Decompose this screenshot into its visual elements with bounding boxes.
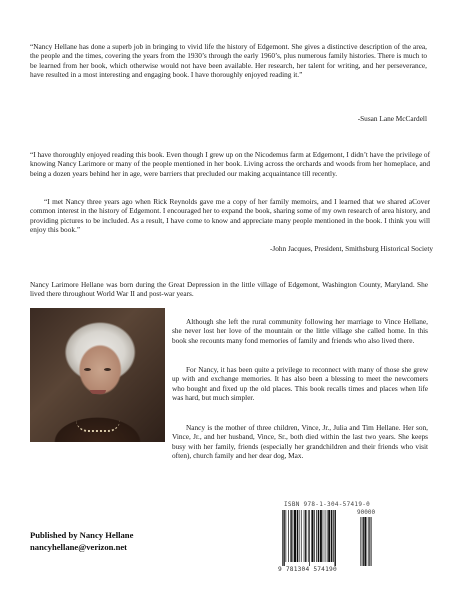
barcode-bar [328,510,330,562]
addon-bar [367,517,368,566]
addon-bar [368,517,369,566]
addon-bar [371,517,372,566]
barcode-bar [314,510,315,562]
barcode-bar [305,510,306,562]
barcode-bar [335,510,336,566]
publisher-email: nancyhellane@verizon.net [30,542,128,552]
review-john-para2: “I met Nancy three years ago when Rick Reynolds gave me a copy of her family memoirs, and I learned that we shared aCover common interest in the history of Edgemont. I encouraged her to expand the book, sharing some of my own research of area history, and providing pictures to be included. As a result, I have come to know and appreciate many people mentioned in the book. I think you will enjoy this book.” [30,197,430,235]
barcode-bar [333,510,334,562]
barcode-bar [294,510,296,562]
barcode-bar [282,510,283,566]
barcode-bar [318,510,319,562]
addon-bar [360,517,361,566]
barcode-bar [325,510,326,562]
barcode-bar [290,510,291,562]
barcode-digits: 9 781304 574190 [278,566,337,573]
portrait-mouth [90,390,106,394]
price-code: 90000 [357,509,376,516]
barcode-bars [280,510,380,566]
addon-bar [369,517,370,566]
barcode-bar [308,510,309,562]
review-john-attribution: -John Jacques, President, Smithsburg Historical Society [269,244,433,253]
portrait-necklace [76,420,120,432]
barcode-bar [323,510,324,562]
barcode-bar [283,510,284,566]
author-portrait [30,308,165,442]
bio-para2: For Nancy, it has been quite a privilege to reconnect with many of those she grew up with and exchange memories. It has also been a blessing to meet the newcomers who bought and fixed up the old places. This book recalls times and places when life was hard, but much simpler. [172,365,428,403]
review-susan-attribution: -Susan Lane McCardell [357,114,427,123]
addon-bar [363,517,364,566]
barcode-bar [297,510,298,562]
barcode-bar [309,510,310,566]
barcode-bar [331,510,332,562]
addon-bar [362,517,363,566]
barcode-bar [288,510,289,562]
bio-intro: Nancy Larimore Hellane was born during the Great Depression in the little village of Edgemont, Washington County, Maryland. She lived there throughout World War II and post-war years. [30,280,428,299]
publisher-name: Published by Nancy Hellane [30,530,134,540]
review-susan-text: “Nancy Hellane has done a superb job in bringing to vivid life the history of Edgemont. She gives a distinctive description of the area, the people and the times, covering the years from the 1930’s through the early 1960’s, plus numerous family histories. There is much to be learned from her book, which otherwise would not have been available. Her research, her talent for writing, and her perseverance, have resulted in a most interesting and engaging book. I have thoroughly enjoyed reading it.” [30,42,427,80]
portrait-eye-right [104,368,111,371]
bio-para3: Nancy is the mother of three children, Vince, Jr., Julia and Tim Hellane. Her son, Vince, Jr., and her husband, Vince, Sr., both died within the last two years. She keeps busy with her family, friends (especially her grandchildren and their friends who visit often), church family and her dear dog, Max. [172,423,428,461]
barcode-bar [293,510,294,562]
barcode-bar [304,510,305,562]
bio-para1: Although she left the rural community following her marriage to Vince Hellane, she never lost her love of the mountain or the little village she called home. In this book she recounts many fond memories of family and friends who also lived there. [172,317,428,345]
barcode-bar [327,510,328,562]
portrait-eye-left [84,368,91,371]
addon-bar [364,517,366,566]
barcode-bar [311,510,313,562]
barcode-bar [320,510,322,562]
barcode-bar [299,510,300,562]
barcode-bar [286,510,287,562]
barcode-bar [301,510,302,562]
barcode-bar [316,510,317,562]
isbn-barcode [278,500,384,576]
review-john-para1: “I have thoroughly enjoyed reading this book. Even though I grew up on the Nicodemus farm at Edgemont, I didn’t have the privilege of knowing Nancy Larimore or many of the people mentioned in her book. Living across the orchards and woods from her homeplace, and being a dozen years behind her in age, were barriers that precluded our making acquaintance till recently. [30,150,430,178]
isbn-label: ISBN 978-1-304-57419-0 [284,501,371,508]
